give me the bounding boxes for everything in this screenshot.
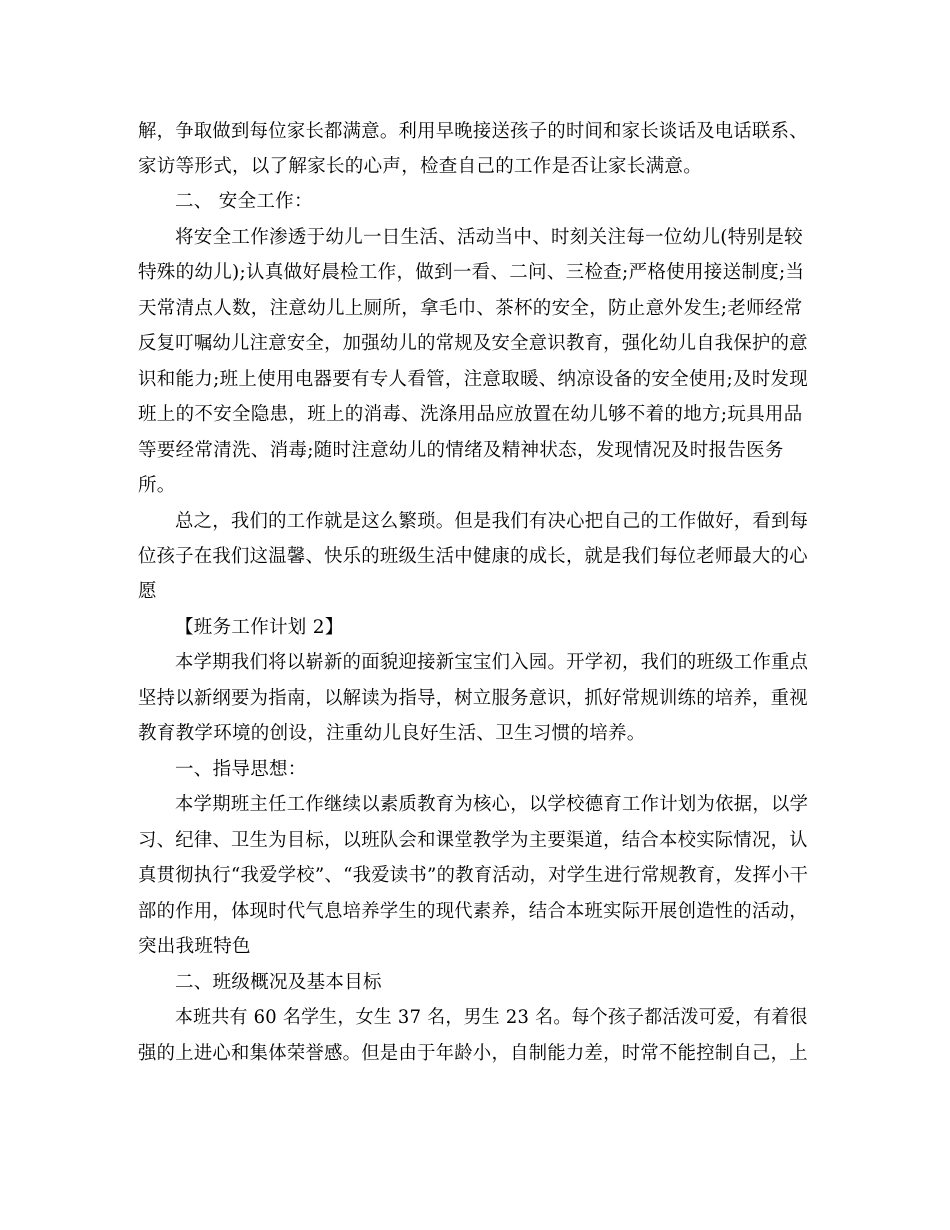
paragraph-line: 教育教学环境的创设，注重幼儿良好生活、卫生习惯的培养。	[138, 723, 646, 744]
paragraph-line: 本学期班主任工作继续以素质教育为核心，以学校德育工作计划为依据，以学	[175, 794, 809, 815]
paragraph-line: 本班共有 60 名学生，女生 37 名，男生 23 名。每个孩子都活泼可爱，有着很	[175, 1007, 808, 1028]
paragraph-line: 所。	[138, 475, 176, 496]
paragraph-line: 本学期我们将以崭新的面貌迎接新宝宝们入园。开学初，我们的班级工作重点	[175, 652, 809, 673]
paragraph-line: 特殊的幼儿);认真做好晨检工作，做到一看、二问、三检查;严格使用接送制度;当	[138, 262, 805, 283]
section-heading-plan-2: 【班务工作计划 2】	[175, 617, 344, 638]
section-heading-class-overview: 二、班级概况及基本目标	[175, 972, 382, 993]
paragraph-line: 识和能力;班上使用电器要有专人看管，注意取暖、纳凉设备的安全使用;及时发现	[138, 369, 809, 390]
paragraph-line: 坚持以新纲要为指南，以解读为指导，树立服务意识，抓好常规训练的培养，重视	[138, 688, 808, 709]
paragraph-line: 家访等形式，以了解家长的心声，检查自己的工作是否让家长满意。	[138, 156, 703, 177]
paragraph-line: 位孩子在我们这温馨、快乐的班级生活中健康的成长，就是我们每位老师最大的心	[138, 546, 808, 567]
paragraph-line: 愿	[138, 581, 157, 602]
paragraph-line: 总之，我们的工作就是这么繁琐。但是我们有决心把自己的工作做好，看到每	[175, 511, 809, 532]
paragraph-line: 真贯彻执行“我爱学校”、“我爱读书”的教育活动，对学生进行常规教育，发挥小干	[138, 865, 809, 886]
paragraph-line: 部的作用，体现时代气息培养学生的现代素养，结合本班实际开展创造性的活动，	[138, 901, 808, 922]
paragraph-line: 解，争取做到每位家长都满意。利用早晚接送孩子的时间和家长谈话及电话联系、	[138, 121, 808, 142]
paragraph-line: 等要经常清洗、消毒;随时注意幼儿的情绪及精神状态，发现情况及时报告医务	[138, 440, 784, 461]
paragraph-line: 天常清点人数，注意幼儿上厕所，拿毛巾、茶杯的安全，防止意外发生;老师经常	[138, 298, 803, 319]
paragraph-line: 班上的不安全隐患，班上的消毒、洗涤用品应放置在幼儿够不着的地方;玩具用品	[138, 404, 803, 425]
section-heading-guiding-ideas: 一、指导思想：	[175, 759, 307, 780]
section-heading-safety: 二、 安全工作：	[175, 191, 313, 212]
paragraph-line: 将安全工作渗透于幼儿一日生活、活动当中、时刻关注每一位幼儿(特别是较	[175, 227, 803, 248]
paragraph-line: 强的上进心和集体荣誉感。但是由于年龄小，自制能力差，时常不能控制自己，上	[138, 1043, 808, 1064]
paragraph-line: 习、纪律、卫生为目标，以班队会和课堂教学为主要渠道，结合本校实际情况，认	[138, 830, 808, 851]
paragraph-line: 突出我班特色	[138, 936, 251, 957]
paragraph-line: 反复叮嘱幼儿注意安全，加强幼儿的常规及安全意识教育，强化幼儿自我保护的意	[138, 333, 808, 354]
